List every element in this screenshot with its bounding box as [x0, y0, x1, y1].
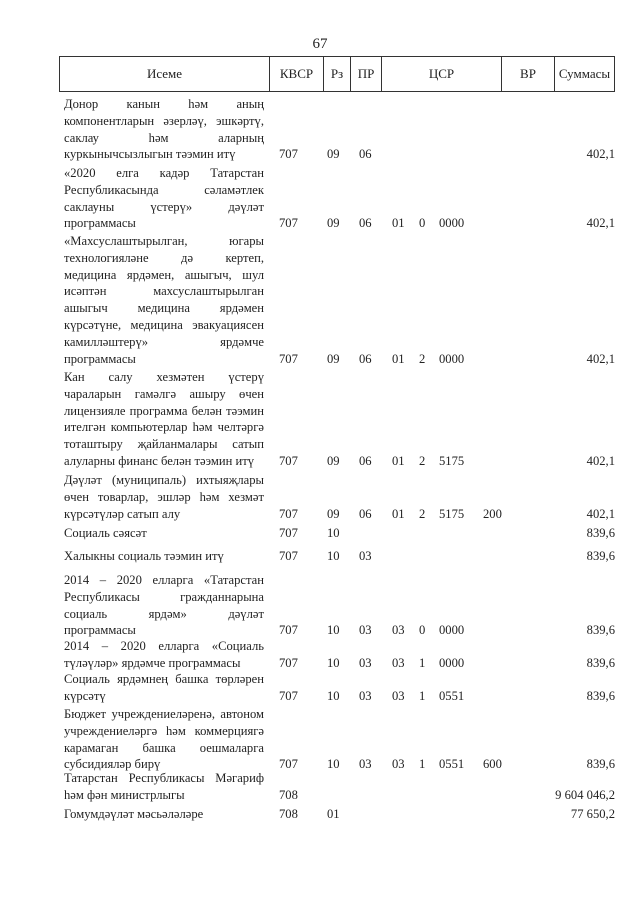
row-name-line: күрсәтүне, медицина эвакуациясен [64, 317, 264, 332]
cell-kvsr: 707 [279, 655, 298, 670]
row-name [64, 548, 264, 565]
cell-csr-subprogram: 2 [419, 351, 426, 366]
table-row [59, 96, 615, 163]
header-pr: ПР [351, 57, 382, 91]
cell-rz: 10 [327, 526, 340, 540]
row-name-line: карамаган башка оешмаларга [64, 740, 264, 755]
row-name-line: «2020 елга кадәр Татарстан [64, 166, 264, 180]
row-name-line: медицина ярдәмен, ашыгыч, шул [64, 267, 264, 282]
cell-kvsr: 707 [279, 351, 298, 366]
row-name-line: учреждениеләргә һәм коммерциягә [64, 723, 264, 738]
row-name [64, 472, 264, 522]
cell-csr-code: 0000 [439, 216, 465, 231]
row-name-line: программасы [64, 623, 136, 638]
cell-kvsr: 707 [279, 147, 298, 162]
cell-csr-program: 03 [392, 757, 405, 772]
cell-kvsr: 707 [279, 454, 298, 468]
header-rz: Рз [324, 57, 351, 91]
row-name-line: Дәүләт (муниципаль) ихтыяҗлары [64, 473, 264, 487]
cell-csr-program: 01 [392, 506, 405, 521]
row-name-line: тоташтыру җайланмалары сатып [64, 437, 264, 452]
cell-pr: 03 [359, 623, 372, 638]
header-csr: ЦСР [382, 57, 502, 91]
cell-csr-code: 5175 [439, 454, 465, 468]
cell-rz: 10 [327, 757, 340, 772]
row-name [64, 572, 264, 639]
row-name-line: Татарстан Республикасы Мәгариф [64, 771, 264, 785]
row-name-line: технологияләне дә кертеп, [64, 250, 264, 265]
row-name-line: «Махсуслаштырылган, югары [64, 234, 264, 248]
row-name-line: компонентларын әзерләү, эшкәртү, [64, 113, 264, 128]
cell-rz: 10 [327, 655, 340, 670]
row-name-line: ашыгыч медицина ярдәмен [64, 301, 264, 316]
cell-sum: 402,1 [586, 454, 615, 468]
row-name-line: лицензияле программа белән тәэмин [64, 403, 264, 418]
header-kvsr: КВСР [270, 57, 324, 91]
row-name-line: субсидияләр бирү [64, 757, 161, 772]
row-name [64, 638, 264, 672]
row-name-line: программасы [64, 351, 136, 366]
cell-vr: 600 [483, 757, 502, 772]
cell-rz: 09 [327, 216, 340, 231]
cell-pr: 06 [359, 147, 372, 162]
table-header [59, 56, 615, 92]
cell-csr-subprogram: 0 [419, 623, 426, 638]
row-name-line: һәм фән министрлыгы [64, 787, 185, 802]
cell-pr: 03 [359, 688, 372, 703]
cell-kvsr: 707 [279, 623, 298, 638]
row-name [64, 706, 264, 773]
row-name-line: программасы [64, 216, 136, 231]
cell-sum: 839,6 [586, 526, 615, 540]
row-name-line: алуларны финанс белән тәэмин итү [64, 453, 255, 468]
cell-csr-code: 5175 [439, 506, 465, 521]
header-sum: Суммасы [558, 66, 611, 81]
cell-rz: 09 [327, 351, 340, 366]
cell-rz: 10 [327, 623, 340, 638]
cell-rz: 09 [327, 147, 340, 162]
table-row [59, 369, 615, 470]
cell-csr-code: 0000 [439, 351, 465, 366]
cell-pr: 06 [359, 351, 372, 366]
row-name-line: күрсәтү [64, 688, 106, 703]
cell-kvsr: 707 [279, 688, 298, 703]
cell-kvsr: 708 [279, 807, 298, 821]
table-row [59, 572, 615, 639]
cell-sum: 402,1 [586, 506, 615, 521]
cell-sum: 839,6 [586, 655, 615, 670]
cell-sum: 839,6 [586, 688, 615, 703]
row-name-line: саклау һәм аларның [64, 130, 264, 145]
page-number: 67 [312, 36, 328, 52]
cell-sum: 839,6 [586, 623, 615, 638]
row-name-line: Республикасында сәламәтлек [64, 182, 264, 197]
table-row [59, 706, 615, 773]
cell-csr-subprogram: 1 [419, 655, 426, 670]
header-name: Исеме [60, 57, 270, 91]
cell-csr-subprogram: 1 [419, 688, 426, 703]
table-row [59, 638, 615, 672]
cell-csr-subprogram: 2 [419, 506, 426, 521]
row-name-line: 2014 – 2020 елларга «Социаль [64, 639, 264, 653]
row-name [64, 525, 264, 542]
header-vr: ВР [502, 57, 555, 91]
cell-pr: 06 [359, 506, 372, 521]
row-name-line: күрсәтүләр сатып алу [64, 506, 181, 521]
row-name [64, 96, 264, 163]
cell-vr: 200 [483, 506, 502, 521]
table-row [59, 165, 615, 232]
row-name-line: чараларын гамәлгә ашыру өчен [64, 386, 264, 401]
cell-pr: 03 [359, 549, 372, 563]
cell-sum: 402,1 [586, 216, 615, 231]
table-row [59, 671, 615, 705]
row-name-line: Гомумдәүләт мәсьәләләре [64, 807, 204, 821]
cell-sum: 839,6 [586, 549, 615, 563]
cell-sum: 839,6 [586, 757, 615, 772]
cell-csr-code: 0551 [439, 757, 465, 772]
row-name-line: 2014 – 2020 елларга «Татарстан [64, 573, 264, 587]
cell-kvsr: 707 [279, 757, 298, 772]
table-row [59, 233, 615, 367]
cell-rz: 09 [327, 454, 340, 468]
row-name-line: түләүләр» ярдәмче программасы [64, 655, 241, 670]
row-name-line: куркынычсызлыгын тәэмин итү [64, 147, 236, 162]
table-row [59, 548, 615, 565]
cell-kvsr: 707 [279, 549, 298, 563]
row-name-line: исәптән махсуслаштырылган [64, 284, 264, 299]
row-name [64, 165, 264, 232]
cell-csr-subprogram: 0 [419, 216, 426, 231]
cell-rz: 01 [327, 807, 340, 821]
cell-kvsr: 707 [279, 526, 298, 540]
row-name-line: социаль ярдәм» дәүләт [64, 606, 264, 621]
cell-csr-subprogram: 1 [419, 757, 426, 772]
row-name [64, 369, 264, 470]
cell-sum: 77 650,2 [570, 807, 615, 821]
cell-sum: 9 604 046,2 [555, 787, 615, 802]
row-name [64, 806, 264, 823]
cell-kvsr: 707 [279, 506, 298, 521]
row-name-line: ителгән компьютерлар һәм челтәргә [64, 420, 264, 435]
cell-csr-program: 03 [392, 688, 405, 703]
cell-pr: 03 [359, 757, 372, 772]
cell-csr-subprogram: 2 [419, 454, 426, 468]
cell-sum: 402,1 [586, 147, 615, 162]
cell-sum: 402,1 [586, 351, 615, 366]
row-name-line: Бюджет учреждениеләренә, автоном [64, 707, 264, 721]
row-name-line: Халыкны социаль тәэмин итү [64, 549, 224, 563]
table-row [59, 525, 615, 542]
table-row [59, 806, 615, 823]
row-name-line: өчен товарлар, эшләр һәм хезмәт [64, 489, 264, 504]
row-name-line: камилләштерү» ярдәмче [64, 334, 264, 349]
row-name-line: саклауны үстерү» дәүләт [64, 199, 264, 214]
cell-rz: 10 [327, 688, 340, 703]
row-name-line: Социаль сәясәт [64, 526, 147, 540]
cell-rz: 09 [327, 506, 340, 521]
cell-csr-program: 03 [392, 655, 405, 670]
row-name-line: Республикасы гражданнарына [64, 589, 264, 604]
cell-pr: 03 [359, 655, 372, 670]
row-name-line: Социаль ярдәмнең башка төрләрен [64, 672, 264, 686]
cell-kvsr: 708 [279, 787, 298, 802]
cell-csr-program: 01 [392, 454, 405, 468]
cell-csr-program: 01 [392, 351, 405, 366]
cell-pr: 06 [359, 454, 372, 468]
row-name [64, 233, 264, 367]
cell-csr-code: 0000 [439, 623, 465, 638]
cell-csr-program: 03 [392, 623, 405, 638]
cell-csr-code: 0551 [439, 688, 465, 703]
row-name-line: Донор канын һәм аның [64, 97, 264, 111]
cell-rz: 10 [327, 549, 340, 563]
cell-csr-program: 01 [392, 216, 405, 231]
cell-csr-code: 0000 [439, 655, 465, 670]
row-name [64, 671, 264, 705]
cell-pr: 06 [359, 216, 372, 231]
row-name-line: Кан салу хезмәтен үстерү [64, 370, 264, 384]
row-name [64, 770, 264, 804]
table-row [59, 770, 615, 804]
table-row [59, 472, 615, 522]
cell-kvsr: 707 [279, 216, 298, 231]
